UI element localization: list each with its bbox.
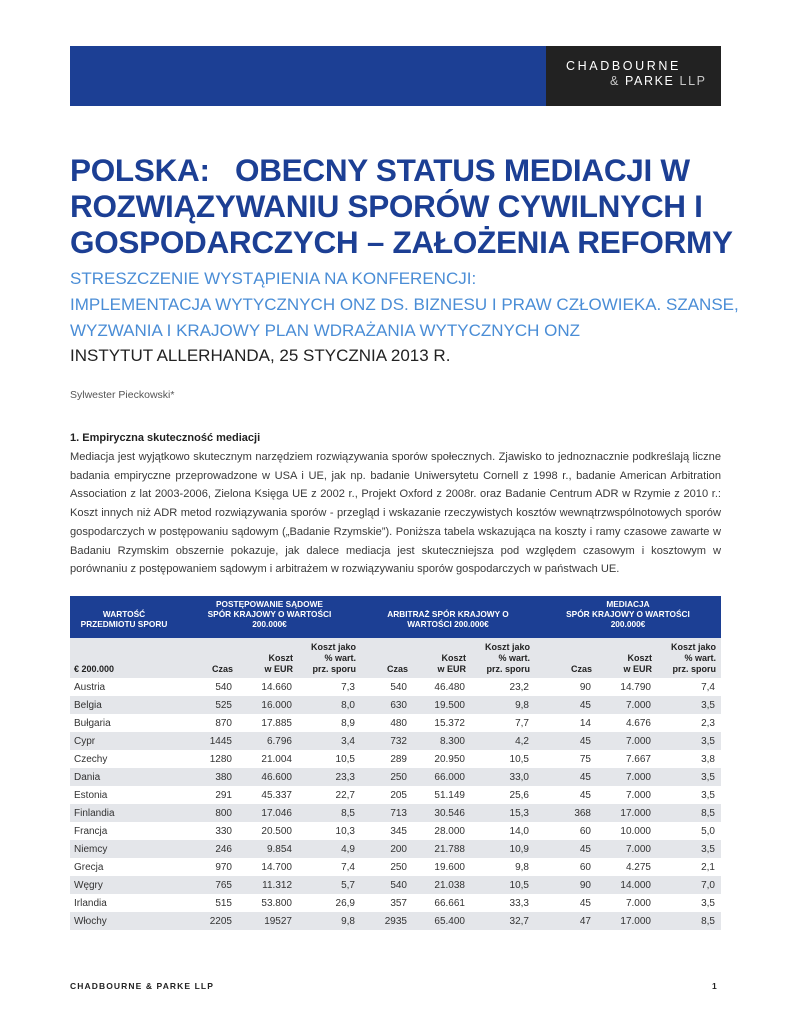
cell-med-cost: 17.000: [597, 804, 657, 822]
cell-med-time: 90: [535, 678, 597, 696]
cell-country: Czechy: [70, 750, 178, 768]
cell-court-cost: 46.600: [238, 768, 298, 786]
cell-court-cost: 17.046: [238, 804, 298, 822]
cell-court-time: 330: [178, 822, 238, 840]
cell-med-pct: 3,8: [657, 750, 721, 768]
cell-arb-time: 345: [361, 822, 413, 840]
cell-arb-pct: 4,2: [471, 732, 535, 750]
cell-court-time: 380: [178, 768, 238, 786]
table-row: [70, 732, 721, 750]
cell-court-cost: 9.854: [238, 840, 298, 858]
cell-arb-time: 357: [361, 894, 413, 912]
cell-arb-time: 630: [361, 696, 413, 714]
sub-header-value: € 200.000: [70, 638, 178, 678]
cell-med-pct: 2,1: [657, 858, 721, 876]
firm-logo: [546, 46, 721, 106]
cell-court-pct: 8,5: [298, 804, 361, 822]
cell-arb-time: 713: [361, 804, 413, 822]
cell-court-time: 765: [178, 876, 238, 894]
cell-court-cost: 11.312: [238, 876, 298, 894]
cell-med-pct: 3,5: [657, 732, 721, 750]
logo-line1: CHADBOURNE: [566, 59, 681, 73]
cell-arb-pct: 33,3: [471, 894, 535, 912]
cell-med-time: 45: [535, 894, 597, 912]
cell-arb-time: 732: [361, 732, 413, 750]
cell-med-cost: 4.676: [597, 714, 657, 732]
cell-med-pct: 2,3: [657, 714, 721, 732]
cell-court-pct: 7,3: [298, 678, 361, 696]
cell-med-time: 14: [535, 714, 597, 732]
cell-court-cost: 19527: [238, 912, 298, 930]
cell-med-pct: 3,5: [657, 894, 721, 912]
cell-court-cost: 16.000: [238, 696, 298, 714]
cell-arb-time: 540: [361, 678, 413, 696]
cell-arb-time: 540: [361, 876, 413, 894]
cell-med-cost: 7.000: [597, 696, 657, 714]
cell-court-pct: 9,8: [298, 912, 361, 930]
cell-arb-pct: 33,0: [471, 768, 535, 786]
table-row: [70, 804, 721, 822]
logo-name: PARKE: [625, 74, 675, 88]
sub-header-cost: Koszt w EUR: [238, 638, 298, 678]
cell-country: Belgia: [70, 696, 178, 714]
cell-court-pct: 26,9: [298, 894, 361, 912]
header-mediation: MEDIACJA SPÓR KRAJOWY O WARTOŚCI 200.000€: [535, 596, 721, 638]
cell-med-cost: 7.000: [597, 840, 657, 858]
cell-court-time: 1445: [178, 732, 238, 750]
page-title: [70, 152, 750, 260]
cell-med-pct: 8,5: [657, 804, 721, 822]
cell-med-pct: 7,4: [657, 678, 721, 696]
cell-arb-cost: 19.500: [413, 696, 471, 714]
header-band: [70, 46, 546, 106]
cell-court-pct: 8,9: [298, 714, 361, 732]
table-row: [70, 768, 721, 786]
cell-arb-time: 289: [361, 750, 413, 768]
header-arbitration: ARBITRAŻ SPÓR KRAJOWY O WARTOŚCI 200.000€: [361, 596, 535, 638]
table-body: [70, 678, 721, 930]
header-value-of-dispute: WARTOŚĆ PRZEDMIOTU SPORU: [70, 596, 178, 638]
cell-med-cost: 17.000: [597, 912, 657, 930]
cell-country: Estonia: [70, 786, 178, 804]
table-row: [70, 858, 721, 876]
cell-med-time: 45: [535, 696, 597, 714]
cell-med-time: 60: [535, 858, 597, 876]
title-line2: ROZWIĄZYWANIU SPORÓW CYWILNYCH I: [70, 188, 703, 224]
cell-country: Francja: [70, 822, 178, 840]
author: Sylwester Pieckowski*: [70, 389, 175, 401]
cell-court-pct: 22,7: [298, 786, 361, 804]
cell-country: Irlandia: [70, 894, 178, 912]
cell-arb-pct: 9,8: [471, 858, 535, 876]
sub-header-time: Czas: [361, 638, 413, 678]
table-row: [70, 696, 721, 714]
cell-med-cost: 14.000: [597, 876, 657, 894]
cell-med-time: 45: [535, 732, 597, 750]
cell-med-cost: 14.790: [597, 678, 657, 696]
cell-country: Bułgaria: [70, 714, 178, 732]
cell-arb-cost: 46.480: [413, 678, 471, 696]
cell-court-cost: 45.337: [238, 786, 298, 804]
cell-med-cost: 10.000: [597, 822, 657, 840]
cell-court-pct: 10,5: [298, 750, 361, 768]
cell-country: Węgry: [70, 876, 178, 894]
table-row: [70, 786, 721, 804]
cell-court-time: 800: [178, 804, 238, 822]
cell-arb-pct: 14,0: [471, 822, 535, 840]
cell-med-time: 45: [535, 768, 597, 786]
cell-arb-time: 2935: [361, 912, 413, 930]
cell-arb-time: 205: [361, 786, 413, 804]
cell-court-time: 246: [178, 840, 238, 858]
cell-court-cost: 17.885: [238, 714, 298, 732]
cell-court-cost: 21.004: [238, 750, 298, 768]
sub-header-pct: Koszt jako % wart. prz. sporu: [657, 638, 721, 678]
sub-header-time: Czas: [178, 638, 238, 678]
cell-arb-cost: 66.000: [413, 768, 471, 786]
cell-med-cost: 7.000: [597, 768, 657, 786]
cost-comparison-table: [70, 596, 721, 930]
cell-arb-cost: 8.300: [413, 732, 471, 750]
cell-court-time: 2205: [178, 912, 238, 930]
cell-arb-cost: 21.038: [413, 876, 471, 894]
cell-court-time: 540: [178, 678, 238, 696]
cell-court-pct: 4,9: [298, 840, 361, 858]
table-row: [70, 822, 721, 840]
sub-header-cost: Koszt w EUR: [413, 638, 471, 678]
cell-med-pct: 3,5: [657, 696, 721, 714]
cell-med-pct: 5,0: [657, 822, 721, 840]
cell-court-pct: 10,3: [298, 822, 361, 840]
cell-country: Cypr: [70, 732, 178, 750]
cell-arb-cost: 19.600: [413, 858, 471, 876]
cell-med-time: 47: [535, 912, 597, 930]
cell-arb-pct: 25,6: [471, 786, 535, 804]
sub-header-pct: Koszt jako % wart. prz. sporu: [298, 638, 361, 678]
cell-court-time: 525: [178, 696, 238, 714]
cell-country: Dania: [70, 768, 178, 786]
cell-court-cost: 14.660: [238, 678, 298, 696]
logo-line2: [610, 74, 707, 88]
cell-country: Niemcy: [70, 840, 178, 858]
subtitle-line1: STRESZCZENIE WYSTĄPIENIA NA KONFERENCJI:: [70, 269, 477, 288]
cell-med-pct: 3,5: [657, 786, 721, 804]
event-line: INSTYTUT ALLERHANDA, 25 STYCZNIA 2013 R.: [70, 346, 451, 365]
cell-court-pct: 5,7: [298, 876, 361, 894]
cell-arb-pct: 23,2: [471, 678, 535, 696]
cell-arb-pct: 10,5: [471, 750, 535, 768]
table-row: [70, 912, 721, 930]
cell-country: Grecja: [70, 858, 178, 876]
cell-arb-pct: 7,7: [471, 714, 535, 732]
cell-med-cost: 7.000: [597, 894, 657, 912]
cell-med-pct: 7,0: [657, 876, 721, 894]
cell-med-pct: 8,5: [657, 912, 721, 930]
cell-court-cost: 20.500: [238, 822, 298, 840]
cell-med-cost: 7.000: [597, 786, 657, 804]
cell-arb-pct: 10,5: [471, 876, 535, 894]
logo-llp: LLP: [679, 74, 707, 88]
cell-arb-time: 200: [361, 840, 413, 858]
cell-court-pct: 8,0: [298, 696, 361, 714]
table-row: [70, 750, 721, 768]
body-paragraph: Mediacja jest wyjątkowo skutecznym narzędziem rozwiązywania sporów społecznych. Zjawisko to jednoznacznie podkreślają liczne badania empiryczne przeprowadzone w USA i UE, jak np. badanie Uniwersytetu Cornell z 1998 r., badanie American Arbitration Association z lat 2003-2006, Zielona Księga UE z 2002 r., Projekt Oxford z 2008r. oraz Badanie Centrum ADR w Rzymie z 2010 r.: Koszt innych niż ADR metod rozwiązywania sporów - przegląd i wskazanie rzeczywistych kosztów wewnątrzwspólnotowych sporów gospodarczych w postępowaniu sądowym („Badanie Rzymskie”). Poniższa tabela wskazująca na koszty i ramy czasowe zawarte w Badaniu Rzymskim obszernie pokazuje, jak dalece mediacja jest skuteczniejsza pod względem czasowym i kosztowym w porównaniu z postępowaniem sądowym i arbitrażem w rozwiązywaniu sporów gospodarczych w państwach UE.: [70, 451, 721, 576]
sub-header-time: Czas: [535, 638, 597, 678]
cell-med-time: 60: [535, 822, 597, 840]
table-sub-header-row: [70, 638, 721, 678]
cell-arb-time: 250: [361, 858, 413, 876]
cell-court-pct: 3,4: [298, 732, 361, 750]
cell-court-time: 515: [178, 894, 238, 912]
table-row: [70, 894, 721, 912]
table-row: [70, 840, 721, 858]
cell-arb-pct: 15,3: [471, 804, 535, 822]
cell-court-time: 970: [178, 858, 238, 876]
section-heading: 1. Empiryczna skuteczność mediacji: [70, 432, 261, 444]
cell-arb-pct: 10,9: [471, 840, 535, 858]
cell-country: Finlandia: [70, 804, 178, 822]
cell-arb-pct: 32,7: [471, 912, 535, 930]
cell-arb-cost: 65.400: [413, 912, 471, 930]
subtitle: [70, 266, 770, 344]
table-group-header-row: [70, 596, 721, 638]
title-line1: POLSKA: OBECNY STATUS MEDIACJI W: [70, 152, 690, 188]
subtitle-line3: WYZWANIA I KRAJOWY PLAN WDRAŻANIA WYTYCZNYCH ONZ: [70, 321, 581, 340]
cell-arb-cost: 28.000: [413, 822, 471, 840]
cell-med-cost: 7.667: [597, 750, 657, 768]
cell-med-pct: 3,5: [657, 840, 721, 858]
table-row: [70, 678, 721, 696]
cell-court-pct: 7,4: [298, 858, 361, 876]
cell-med-time: 45: [535, 840, 597, 858]
cell-arb-cost: 30.546: [413, 804, 471, 822]
cell-country: Austria: [70, 678, 178, 696]
cell-arb-cost: 15.372: [413, 714, 471, 732]
header-court: POSTĘPOWANIE SĄDOWE SPÓR KRAJOWY O WARTOŚCI 200.000€: [178, 596, 361, 638]
cell-med-time: 90: [535, 876, 597, 894]
cell-court-cost: 6.796: [238, 732, 298, 750]
page-number: 1: [712, 981, 717, 991]
cell-country: Włochy: [70, 912, 178, 930]
cell-med-time: 368: [535, 804, 597, 822]
table-row: [70, 714, 721, 732]
cell-court-time: 870: [178, 714, 238, 732]
sub-header-pct: Koszt jako % wart. prz. sporu: [471, 638, 535, 678]
cell-arb-cost: 20.950: [413, 750, 471, 768]
cell-court-pct: 23,3: [298, 768, 361, 786]
title-line3: GOSPODARCZYCH – ZAŁOŻENIA REFORMY: [70, 224, 733, 260]
cell-arb-time: 250: [361, 768, 413, 786]
footer-firm-name: CHADBOURNE & PARKE LLP: [70, 981, 214, 991]
cell-arb-cost: 66.661: [413, 894, 471, 912]
logo-amp: &: [610, 74, 620, 88]
subtitle-line2: IMPLEMENTACJA WYTYCZNYCH ONZ DS. BIZNESU I PRAW CZŁOWIEKA. SZANSE,: [70, 295, 739, 314]
cell-court-cost: 14.700: [238, 858, 298, 876]
cell-arb-cost: 51.149: [413, 786, 471, 804]
cell-arb-time: 480: [361, 714, 413, 732]
cell-med-cost: 4.275: [597, 858, 657, 876]
cell-arb-pct: 9,8: [471, 696, 535, 714]
cell-med-pct: 3,5: [657, 768, 721, 786]
sub-header-cost: Koszt w EUR: [597, 638, 657, 678]
cell-med-time: 75: [535, 750, 597, 768]
cell-arb-cost: 21.788: [413, 840, 471, 858]
cell-court-time: 1280: [178, 750, 238, 768]
cell-med-cost: 7.000: [597, 732, 657, 750]
cell-med-time: 45: [535, 786, 597, 804]
cell-court-time: 291: [178, 786, 238, 804]
cell-court-cost: 53.800: [238, 894, 298, 912]
table-row: [70, 876, 721, 894]
